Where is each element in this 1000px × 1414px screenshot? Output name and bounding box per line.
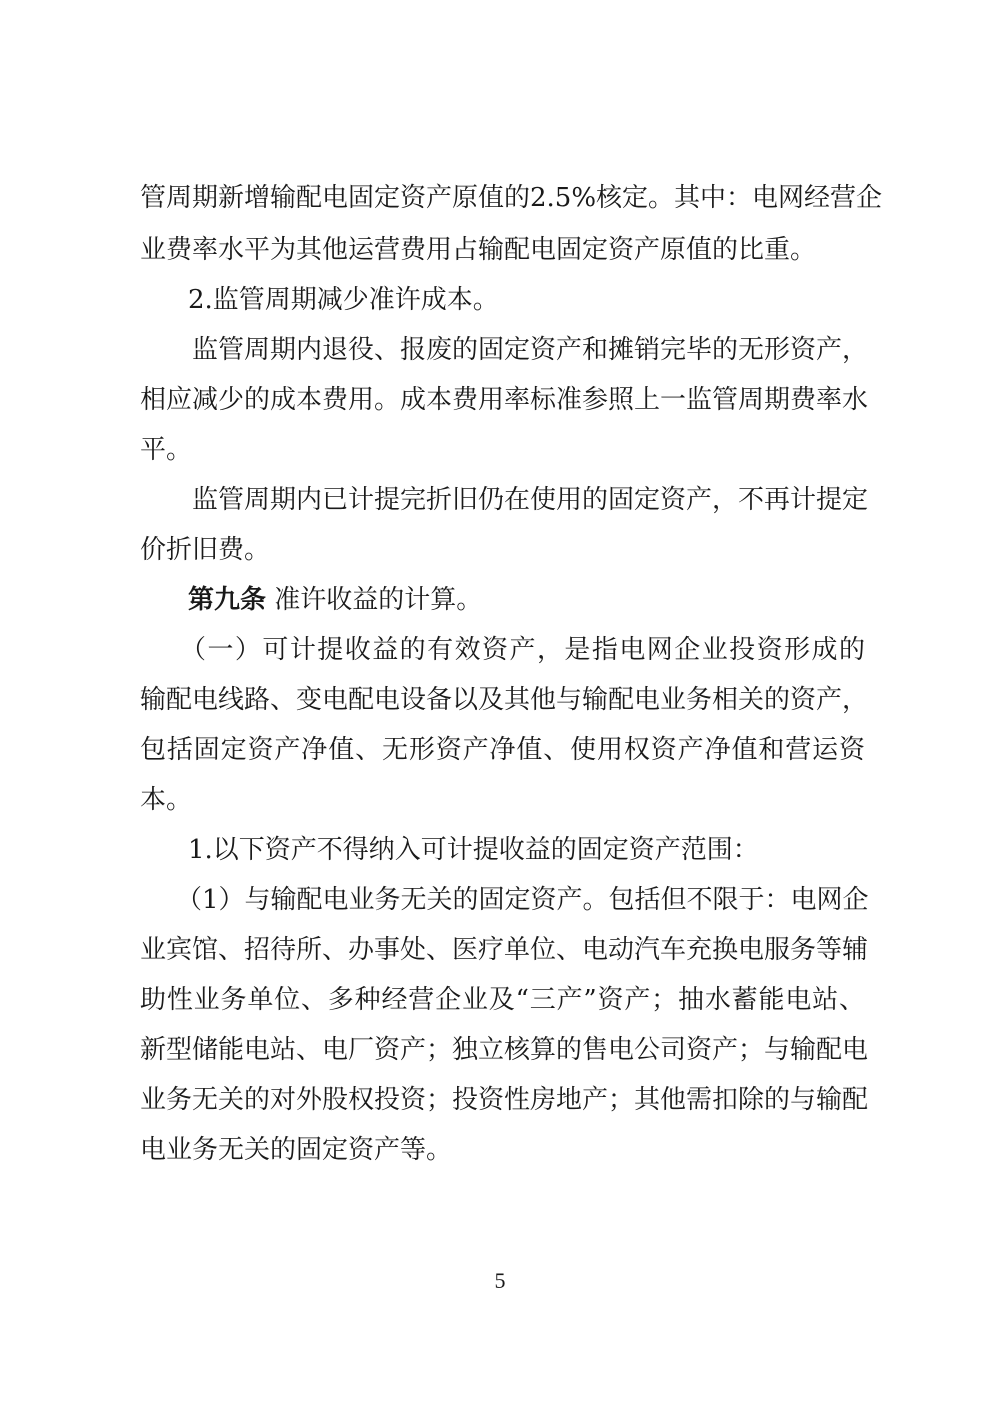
paragraph-line: 监管周期内退役、报废的固定资产和摊销完毕的无形资产， [192,335,869,365]
page-number: 5 [494,1268,506,1293]
paragraph-line: 相应减少的成本费用。成本费用率标准参照上一监管周期费率水 [140,385,869,415]
paragraph-line: 输配电线路、变电配电设备以及其他与输配电业务相关的资产， [140,685,869,715]
subsection-heading: 2.监管周期减少准许成本。 [188,285,499,315]
paragraph-line: 新型储能电站、电厂资产；独立核算的售电公司资产；与输配电 [140,1035,869,1065]
paragraph-line: 管周期新增输配电固定资产原值的2.5%核定。其中：电网经营企 [140,183,883,213]
paragraph-line: 监管周期内已计提完折旧仍在使用的固定资产，不再计提定 [192,485,869,515]
paragraph-line: 业费率水平为其他运营费用占输配电固定资产原值的比重。 [140,235,817,265]
paragraph-line: 业务无关的对外股权投资；投资性房地产；其他需扣除的与输配 [140,1085,869,1115]
paragraph-line: （1）与输配电业务无关的固定资产。包括但不限于：电网企 [176,885,869,915]
paragraph-line: 业宾馆、招待所、办事处、医疗单位、电动汽车充换电服务等辅 [140,935,869,965]
paragraph-line: 助性业务单位、多种经营企业及“三产”资产；抽水蓄能电站、 [140,985,865,1015]
paragraph-line: 包括固定资产净值、无形资产净值、使用权资产净值和营运资 [140,735,865,765]
paragraph-line: 电业务无关的固定资产等。 [140,1135,453,1165]
article-heading: 第九条 [188,585,267,615]
paragraph-line: 本。 [140,785,193,815]
subsection-heading: 1.以下资产不得纳入可计提收益的固定资产范围： [188,835,759,865]
paragraph-line: （一）可计提收益的有效资产，是指电网企业投资形成的 [180,635,865,665]
article-title: 准许收益的计算。 [274,585,483,615]
article-line [188,580,913,620]
paragraph-line: 平。 [140,435,193,465]
paragraph-line: 价折旧费。 [140,535,271,565]
